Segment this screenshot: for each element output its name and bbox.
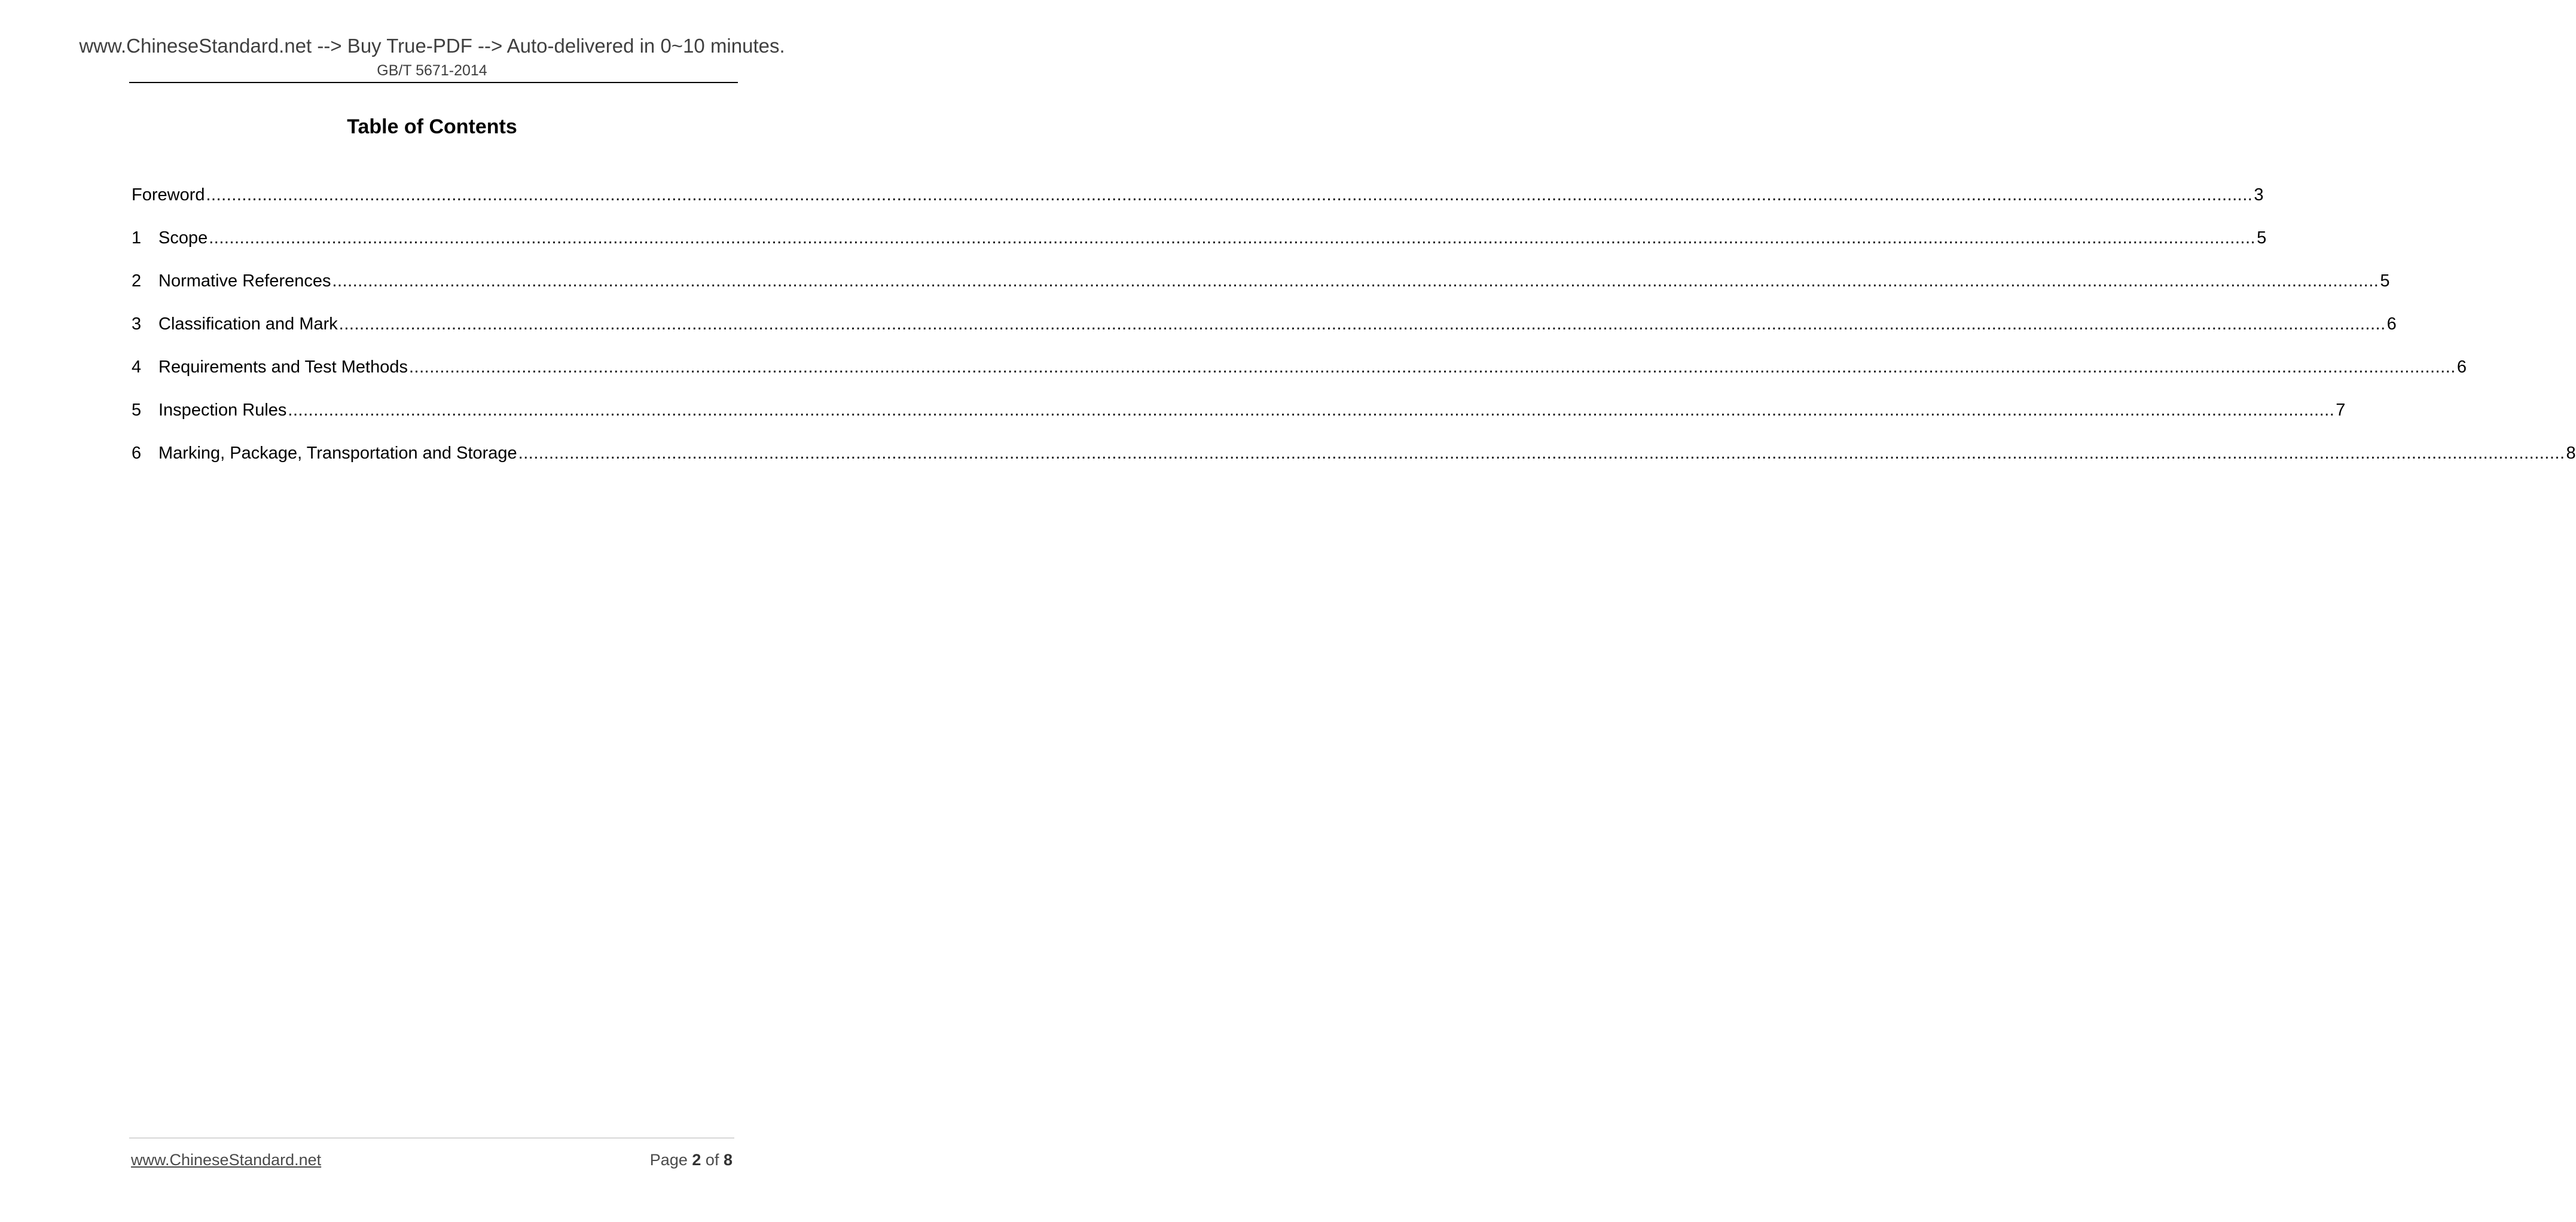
toc-dot-leader: ................................................................................................................................................................................................................................................................................................................................................................................................................ <box>209 228 2256 248</box>
toc-entry-page: 5 <box>2257 228 2267 248</box>
toc-entry-page: 7 <box>2336 401 2346 420</box>
toc-entry-page: 6 <box>2386 314 2397 334</box>
toc-entry-title: Normative References <box>158 271 331 291</box>
toc-entry-number: 3 <box>132 314 142 334</box>
toc-dot-leader: ................................................................................................................................................................................................................................................................................................................................................................................................................ <box>408 358 2456 377</box>
toc-dot-leader: ................................................................................................................................................................................................................................................................................................................................................................................................................ <box>338 314 2386 334</box>
footer-website-link[interactable]: www.ChineseStandard.net <box>131 1151 322 1169</box>
toc-dot-leader: ................................................................................................................................................................................................................................................................................................................................................................................................................ <box>288 401 2335 420</box>
toc-entry-title: Classification and Mark <box>158 314 338 334</box>
toc-entry-number: 6 <box>132 444 142 463</box>
toc-entry-number: 1 <box>132 228 142 248</box>
toc-entry-marking-package-transportation-storage[interactable] <box>132 444 2576 487</box>
toc-entry-page: 3 <box>2254 185 2264 204</box>
total-page-number: 8 <box>723 1151 732 1169</box>
toc-entry-title: Foreword <box>132 185 205 204</box>
toc-dot-leader: ................................................................................................................................................................................................................................................................................................................................................................................................................ <box>206 185 2253 204</box>
current-page-number: 2 <box>692 1151 701 1169</box>
page-of: of <box>705 1151 719 1169</box>
toc-entry-scope[interactable] <box>132 228 2267 271</box>
toc-entry-foreword[interactable] <box>132 185 2264 228</box>
site-banner: www.ChineseStandard.net --> Buy True-PDF --> Auto-delivered in 0~10 minutes. <box>79 35 785 57</box>
toc-entry-requirements-and-test-methods[interactable] <box>132 358 2467 401</box>
toc-dot-leader: ................................................................................................................................................................................................................................................................................................................................................................................................................ <box>518 444 2565 463</box>
toc-list <box>132 185 2576 487</box>
header-divider <box>129 82 738 83</box>
toc-entry-page: 8 <box>2566 444 2576 463</box>
toc-entry-inspection-rules[interactable] <box>132 401 2346 444</box>
toc-entry-page: 5 <box>2380 271 2390 291</box>
toc-title: Table of Contents <box>347 115 517 138</box>
toc-entry-number: 5 <box>132 401 142 420</box>
toc-entry-number: 2 <box>132 271 142 291</box>
toc-entry-classification-and-mark[interactable] <box>132 314 2397 358</box>
document-code: GB/T 5671-2014 <box>377 62 487 79</box>
toc-entry-title: Marking, Package, Transportation and Storage <box>158 444 517 463</box>
page-indicator <box>650 1151 732 1169</box>
toc-entry-page: 6 <box>2456 358 2467 377</box>
toc-entry-title: Requirements and Test Methods <box>158 358 408 377</box>
toc-entry-title: Inspection Rules <box>158 401 287 420</box>
toc-entry-number: 4 <box>132 358 142 377</box>
toc-entry-normative-references[interactable] <box>132 271 2390 314</box>
toc-entry-title: Scope <box>158 228 208 248</box>
page-prefix: Page <box>649 1151 688 1169</box>
toc-dot-leader: ................................................................................................................................................................................................................................................................................................................................................................................................................ <box>332 271 2379 291</box>
